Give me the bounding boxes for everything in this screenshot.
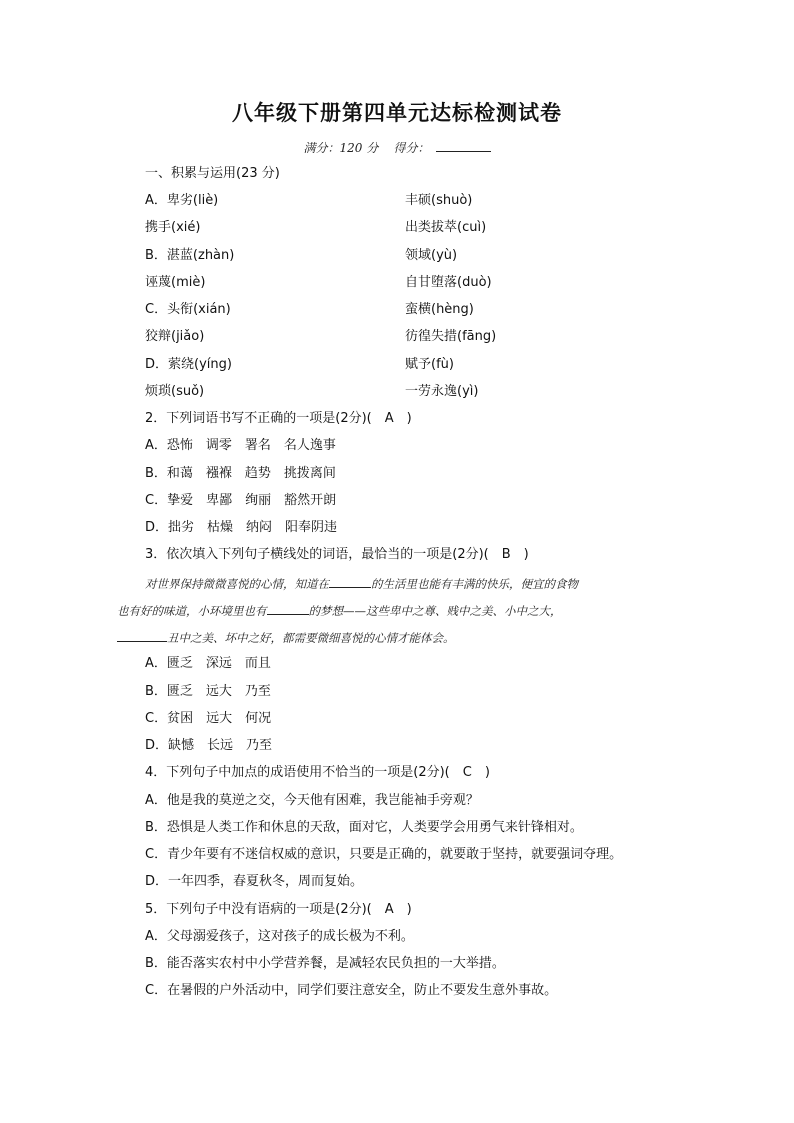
q1-option-a-right-2: 出类拔萃(cuì) bbox=[405, 220, 487, 235]
section-heading: 一、积累与运用(23 分) bbox=[145, 166, 280, 181]
q3-blank-2 bbox=[267, 602, 309, 615]
q1-option-d-right-2: 一劳永逸(yì) bbox=[405, 384, 479, 399]
q3-passage-line-1 bbox=[145, 575, 578, 592]
q3-blank-3 bbox=[117, 629, 167, 642]
q1-option-d-right: 赋予(fù) bbox=[405, 357, 454, 372]
q3-passage-1b: 的生活里也能有丰满的快乐，便宜的食物 bbox=[371, 577, 578, 591]
q2-option-a: A．恐怖 调零 署名 名人逸事 bbox=[145, 438, 336, 453]
q3-passage-1a: 对世界保持微微喜悦的心情，知道在 bbox=[145, 577, 329, 591]
q1-option-a-right: 丰硕(shuò) bbox=[405, 193, 473, 208]
q4-option-c: C．青少年要有不迷信权威的意识，只要是正确的，就要敢于坚持，就要强词夺理。 bbox=[145, 847, 623, 862]
q3-passage-2a: 也有好的味道，小环境里也有 bbox=[117, 604, 267, 618]
q3-blank-1 bbox=[329, 575, 371, 588]
q1-option-b-left: B．湛蓝(zhàn) bbox=[145, 248, 235, 263]
q3-option-c: C．贫困 远大 何况 bbox=[145, 711, 272, 726]
q1-option-b-right: 领域(yù) bbox=[405, 248, 458, 263]
q1-option-a-left-2: 携手(xié) bbox=[145, 220, 201, 235]
q4-stem: 4．下列句子中加点的成语使用不恰当的一项是(2分)( C ) bbox=[145, 765, 490, 780]
q3-stem: 3．依次填入下列句子横线处的词语，最恰当的一项是(2分)( B ) bbox=[145, 547, 529, 562]
q2-stem: 2．下列词语书写不正确的一项是(2分)( A ) bbox=[145, 411, 412, 426]
q2-option-b: B．和蔼 襁褓 趋势 挑拨离间 bbox=[145, 466, 336, 481]
q1-option-c-right-2: 彷徨失措(fāng) bbox=[405, 329, 497, 344]
q4-option-a: A．他是我的莫逆之交，今天他有困难，我岂能袖手旁观？ bbox=[145, 793, 479, 808]
q3-option-b: B．匮乏 远大 乃至 bbox=[145, 684, 271, 699]
q5-option-a: A．父母溺爱孩子，这对孩子的成长极为不利。 bbox=[145, 929, 414, 944]
score-blank bbox=[436, 139, 491, 152]
q5-option-b: B．能否落实农村中小学营养餐，是减轻农民负担的一大举措。 bbox=[145, 956, 505, 971]
q1-option-a-left: A．卑劣(liè) bbox=[145, 193, 219, 208]
q3-passage-3: 丑中之美、坏中之好，都需要微细喜悦的心情才能体会。 bbox=[167, 631, 455, 645]
q3-passage-2b: 的梦想——这些卑中之尊、贱中之美、小中之大， bbox=[308, 604, 562, 618]
q1-option-c-right: 蛮横(hèng) bbox=[405, 302, 474, 317]
score-label: 得分： bbox=[393, 141, 430, 155]
q1-option-b-right-2: 自甘堕落(duò) bbox=[405, 275, 492, 290]
q2-option-d: D．拙劣 枯燥 纳闷 阳奉阴违 bbox=[145, 520, 338, 535]
q3-option-d: D．缺憾 长远 乃至 bbox=[145, 738, 273, 753]
q5-option-c: C．在暑假的户外活动中，同学们要注意安全，防止不要发生意外事故。 bbox=[145, 983, 558, 998]
q1-option-c-left: C．头衔(xián) bbox=[145, 302, 231, 317]
q2-option-c: C．挚爱 卑鄙 绚丽 豁然开朗 bbox=[145, 493, 337, 508]
q3-option-a: A．匮乏 深远 而且 bbox=[145, 656, 271, 671]
q1-option-b-left-2: 诬蔑(miè) bbox=[145, 275, 206, 290]
q1-option-d-left-2: 烦琐(suǒ) bbox=[145, 384, 205, 399]
exam-title: 八年级下册第四单元达标检测试卷 bbox=[232, 100, 562, 125]
q5-stem: 5．下列句子中没有语病的一项是(2分)( A ) bbox=[145, 902, 412, 917]
q3-passage-line-2 bbox=[117, 602, 562, 619]
q1-option-c-left-2: 狡辩(jiǎo) bbox=[145, 329, 205, 344]
full-score: 满分：120 分 bbox=[303, 141, 379, 155]
q4-option-d: D．一年四季，春夏秋冬，周而复始。 bbox=[145, 874, 364, 889]
score-line bbox=[0, 139, 794, 156]
q1-option-d-left: D．萦绕(yíng) bbox=[145, 357, 232, 372]
q4-option-b: B．恐惧是人类工作和休息的天敌，面对它，人类要学会用勇气来针锋相对。 bbox=[145, 820, 583, 835]
q3-passage-line-3 bbox=[117, 629, 455, 646]
